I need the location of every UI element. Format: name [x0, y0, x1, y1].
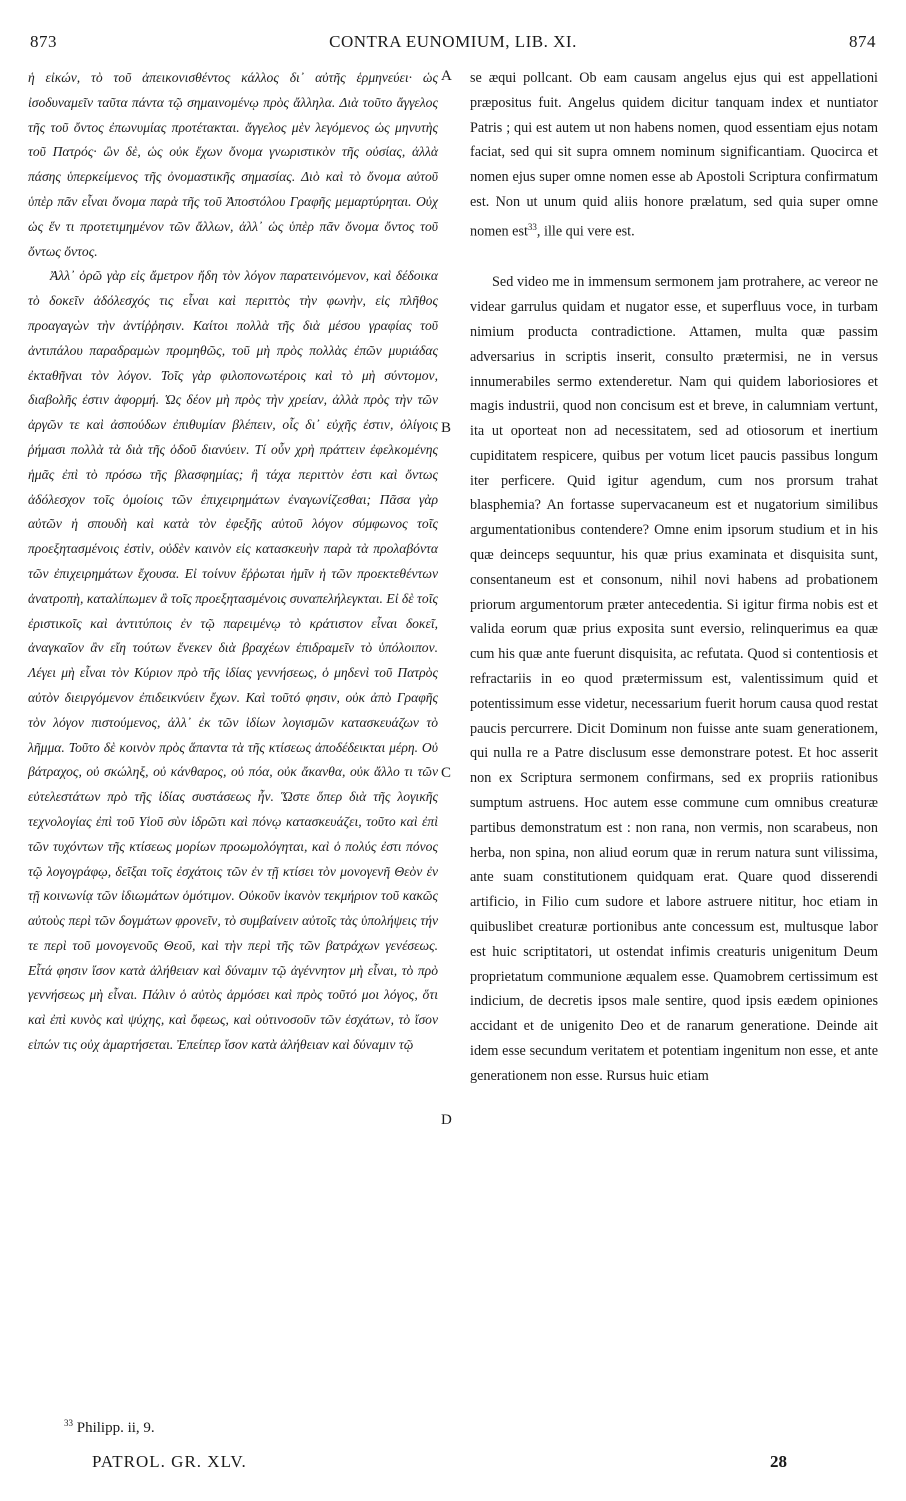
margin-letter-c: C [441, 765, 452, 781]
latin-paragraph-2: Sed video me in immensum sermonem jam protrahere, ac vereor ne videar garrulus quidam et nugator esse, et superfluus voce, in turbam nimium producta contradictione. Attamen, multa quæ passim adversarius in scriptis inserit, consulto prætermisi, ne in versus innumerabiles sermo extenderetur. Nam qui quidem laboriosiores et magis industrii, quod non concisum est et breve, in calumniam vertunt, ita ut oporteat non ad necessitatem, sed ad otiosorum et inertium cupiditatem respicere, quibus per votum licet paucis passibus longum iter perficere. Quid igitur agendum, cum nos prorsum trahat blasphemia? An fortasse supervacaneum est et nugatorium similibus argumentationibus contendere? Omne enim ipsorum studium et in his quæ deinceps sequuntur, his quæ prius examinata et disquisita sunt, consentaneum est et consonum, nihil novi habens ad probationem priorum argumentorum præter antecedentia. Si igitur firma nobis est et valida eorum quæ prius exposita sunt eversio, relinquerimus ea quæ cum his quæ ante fuerunt disquisita, ac refutata. Quod si contentiosis et refractariis in eo quod prætermissum est, valentissimum quid et potentissimum esse videtur, necessarium fuerit horum causa quod restat paucis percurrere. Dicit Dominum non fuisse ante suam generationem, qui nulla re a Patre disclusum esse demonstrare potest. Et hoc asserit non ex Scriptura sermonem confirmans, sed ex propriis rationibus sumptum astruens. Hoc autem esse commune cum omnibus creaturæ partibus demonstratum est : non rana, non vermis, non scarabeus, non herba, non spina, non aliud eorum quæ in rerum natura sunt vilissima, ante suam constitutionem quidquam erat. Quare quod disserendi artificio, in Filio cum sudore et labore astruere nititur, hoc etiam in quibuslibet creaturæ portionibus ante concessum est, multusque labor est huic scriptitatori, ut ostendat infimis creaturis unigenitum Deum proprietatum communione æqualem esse. Quamobrem certissimum est indicium, de decretis ipsos male sentire, quod ipsis eædem opiniones accidant et de unigenito Deo et de ranarum generatione. Deinde ait idem esse secundum veritatem et potentiam ingenitum non esse, et ante generationem non esse. Rursus huic etiam [470, 274, 878, 1084]
margin-letter-d: D [441, 1112, 452, 1128]
footnote-reference: 33 [527, 221, 537, 232]
greek-column [28, 66, 438, 1058]
running-title: CONTRA EUNOMIUM, LIB. XI. [329, 32, 577, 51]
latin-column [470, 66, 878, 1089]
page-header [30, 32, 876, 56]
sheet-number: 28 [770, 1452, 787, 1471]
page-number-right: 874 [849, 32, 876, 51]
latin-paragraph-1-text: se æqui pollcant. Ob eam causam angelus ejus qui est appellationi præpositus fuit. Angelus quidem dicitur tanquam index et nuntiator Patris ; qui est autem ut non habens nomen, quod essentiam ejus notam faciat, sed qui sit supra omnem nominum significantiam. Quocirca et nomen ejus super omne nomen esse ab Apostoli Scriptura confirmatum est. Non ut unum quid aliis honore prælatum, sed quia super omne nomen est [470, 70, 878, 240]
margin-letter-a: A [441, 68, 452, 84]
latin-paragraph-1 [470, 66, 878, 244]
signature-mark: PATROL. GR. XLV. [92, 1452, 247, 1471]
greek-paragraph-1: ἡ εἰκών, τὸ τοῦ ἀπεικονισθέντος κάλλος δι᾿ αὐτῆς ἑρμηνεύει· ὡς ἰσοδυναμεῖν ταῦτα πάντα τῷ σημαινομένῳ πρὸς ἄλληλα. Διὰ τοῦτο ἄγγελος τῆς τοῦ ὄντος ἐπωνυμίας προτέτακται. ἄγγελος μὲν λεγόμενος ὡς μηνυτὴς τοῦ Πατρός· ὢν δὲ, ὡς οὐκ ἔχων ὄνομα γνωριστικὸν τῆς οὐσίας, ἀλλὰ πάσης ὑπερκείμενος τῆς ὀνομαστικῆς σημασίας. Διὸ καὶ τὸ ὄνομα αὐτοῦ ὑπὲρ πᾶν εἶναι ὄνομα παρὰ τῆς τοῦ Ἀποστόλου Γραφῆς μεμαρτύρηται. Οὐχ ὡς ἕν τι προτετιμημένον τῶν ἄλλων, ἀλλ᾿ ὡς ὑπὲρ πᾶν ὄνομα ὄντος τοῦ ὄντως ὄντος. [28, 70, 438, 259]
footnote-number: 33 [64, 1418, 73, 1428]
margin-letter-b: B [441, 420, 452, 436]
page-number-left: 873 [30, 32, 57, 51]
latin-paragraph-1-end: , ille qui vere est. [536, 223, 635, 240]
footnote-text: Philipp. ii, 9. [73, 1420, 155, 1436]
footnote [64, 1418, 155, 1437]
greek-paragraph-2: Ἀλλ᾿ ὁρῶ γὰρ εἰς ἄμετρον ἤδη τὸν λόγον παρατεινόμενον, καὶ δέδοικα τὸ δοκεῖν ἀδόλεσχός τις εἶναι καὶ περιττὸς τὴν φωνὴν, εἰς πλῆθος προαγαγὼν τὴν ἀντίῤῥησιν. Καίτοι πολλὰ τῆς διὰ μέσου γραφίας τοῦ ἀντιπάλου παραδραμὼν προμηθῶς, τοῦ μὴ πρὸς πολλὰς ἐπῶν μυριάδας ἐκταθῆναι τὸν λόγον. Τοῖς γὰρ φιλοπονωτέροις καὶ τὸ μὴ σύντομον, διαβολῆς ἐστιν ἀφορμή. Ὡς δέον μὴ πρὸς τὴν χρείαν, ἀλλὰ πρὸς τὴν τῶν ἀργῶν τε καὶ ἀσπούδων ἐπιθυμίαν βλέπειν, οἷς δι᾿ εὐχῆς ἐστιν, ὀλίγοις ῥήμασι πολλὰ τὰ διὰ τῆς ὁδοῦ διανύειν. Τί οὖν χρὴ πράττειν ἐφελκομένης ἡμᾶς ἐπὶ τὸ πρόσω τῆς βλασφημίας; ἢ τάχα περιττὸν ἐστι καὶ ὄντως ἀδόλεσχον τοῖς ὁμοίοις τῶν ἐπιχειρημάτων ἐναγωνίζεσθαι; Πᾶσα γὰρ αὐτῶν ἡ σπουδὴ καὶ κατὰ τὸν ἐφεξῆς αὐτοῦ λόγον σύμφωνος τοῖς προεξητασμένοις ἐστὶν, οὐδὲν καινὸν εἰς κατασκευὴν παρὰ τὰ προλαβόντα τῶν ἐπιχειρημάτων ἔχουσα. Εἰ τοίνυν ἔῤῥωται ἡμῖν ἡ τῶν προεκτεθέντων ἀνατροπὴ, καταλίπωμεν ἃ τοῖς προεξητασμένοις συναπελήλεγκται. Εἰ δὲ τοῖς ἐριστικοῖς καὶ ἀντιτύποις ἐν τῷ παρειμένῳ τὸ κράτιστον εἶναι δοκεῖ, ἀναγκαῖον ἂν εἴη τούτων ἕνεκεν διὰ βραχέων ἐπιδραμεῖν τὸ ὑπόλοιπον. Λέγει μὴ εἶναι τὸν Κύριον πρὸ τῆς ἰδίας γεννήσεως, ὁ μηδενὶ τοῦ Πατρὸς αὐτὸν διειργόμενον ἐπιδεικνύειν ἔχων. Καὶ τοῦτό φησιν, οὐκ ἀπὸ Γραφῆς τὸν λόγον πιστούμενος, ἀλλ᾿ ἐκ τῶν ἰδίων λογισμῶν κατασκευάζων τὸ λῆμμα. Τοῦτο δὲ κοινὸν πρὸς ἅπαντα τὰ τῆς κτίσεως ἀποδέδεικται μέρη. Οὐ βάτραχος, οὐ σκώληξ, οὐ κάνθαρος, οὐ πόα, οὐκ ἄκανθα, οὐκ ἄλλο τι τῶν εὐτελεστάτων πρὸ τῆς ἰδίας συστάσεως ἦν. Ὥστε ὅπερ διὰ τῆς λογικῆς τεχνολογίας ἐπὶ τοῦ Υἱοῦ σὺν ἱδρῶτι καὶ πόνῳ κατασκευάζει, τοῦτο καὶ ἐπὶ τῶν τυχόντων τῆς κτίσεως μορίων προωμολόγηται, καὶ ὁ πολύς ἐστι πόνος τῷ λογογράφῳ, δεῖξαι τοῖς ἐσχάτοις τῶν ἐν τῇ κτίσει τὸν μονογενῆ Θεὸν ἐν τῇ κοινωνίᾳ τῶν ἰδιωμάτων ὁμότιμον. Οὐκοῦν ἱκανὸν τεκμήριον τοῦ κακῶς αὐτοὺς περὶ τῶν δογμάτων φρονεῖν, τὸ συμβαίνειν αὐτοῖς τὰς ὑπολήψεις τήν τε περὶ τοῦ μονογενοῦς Θεοῦ, καὶ τὴν περὶ τῆς τῶν βατράχων γενέσεως. Εἶτά φησιν ἴσον κατὰ ἀλήθειαν καὶ δύναμιν τῷ ἀγέννητον μὴ εἶναι, τὸ πρὸ γεννήσεως μὴ εἶναι. Πάλιν ὁ αὐτὸς ἁρμόσει καὶ πρὸς τοῦτό μοι λόγος, ὅτι καὶ ἐπὶ κυνὸς καὶ ψύχης, καὶ ὄφεως, καὶ οὐτινοσοῦν τῶν ἐσχάτων, τὸ ἴσον εἰπών τις οὐχ ἁμαρτήσεται. Ἐπείπερ ἴσον κατὰ ἀλήθειαν καὶ δύναμιν τῷ [28, 268, 438, 1053]
